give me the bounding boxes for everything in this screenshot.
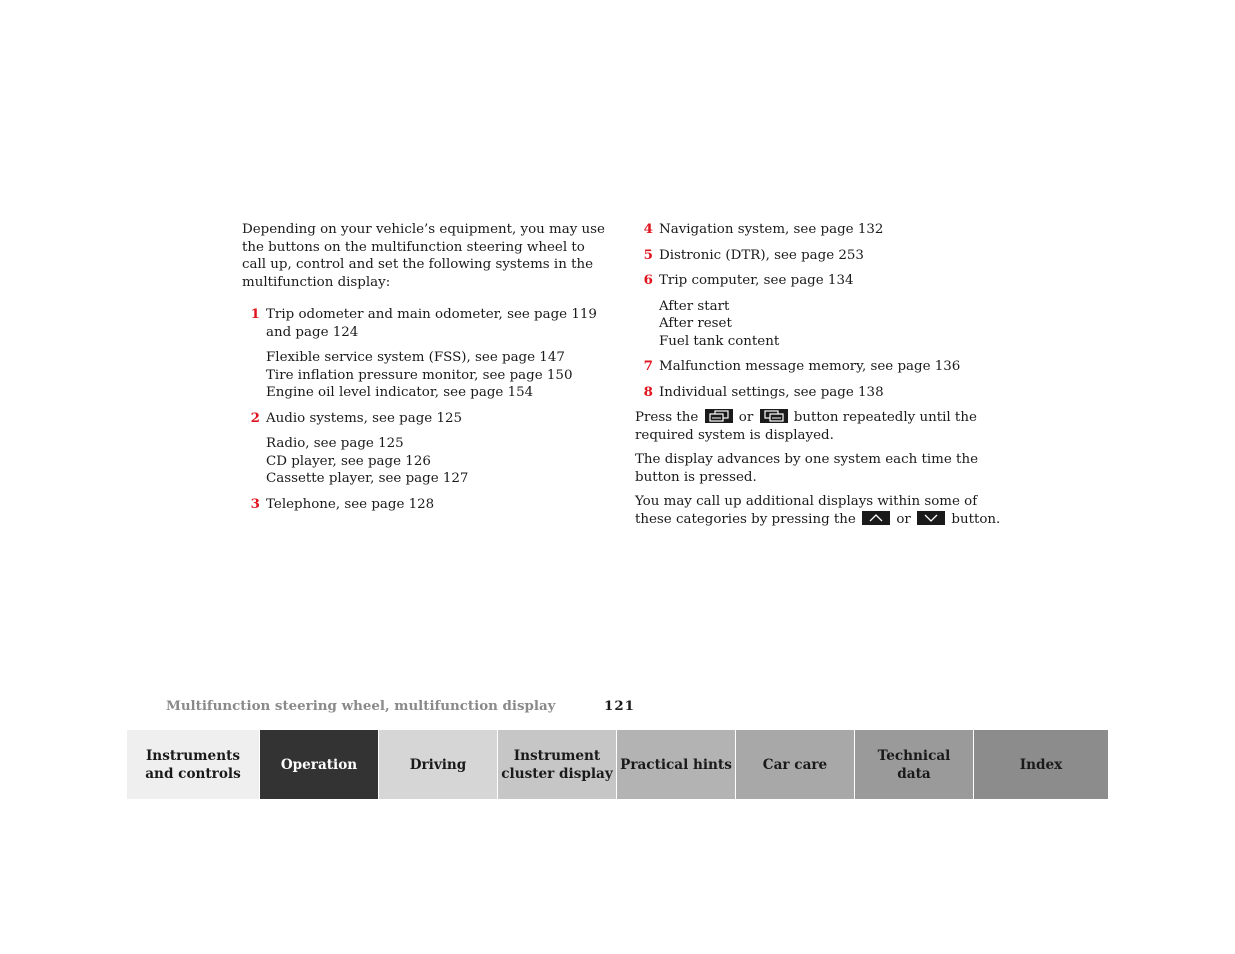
item-number: 3 <box>250 495 260 512</box>
list-item <box>635 247 1005 265</box>
item-number: 5 <box>643 246 653 263</box>
page-number: 121 <box>604 698 635 714</box>
item-text: Navigation system, see page 132 <box>659 222 884 237</box>
tab-label: Index <box>1019 756 1063 773</box>
tab-practical-hints[interactable] <box>616 730 735 799</box>
arrow-down-icon <box>917 511 945 525</box>
sub-item: After reset <box>659 316 732 331</box>
item-number: 4 <box>643 221 653 237</box>
item-number: 1 <box>250 306 260 322</box>
tab-label: Practical hints <box>620 756 732 773</box>
tab-label: Instrument cluster display <box>501 747 613 782</box>
tab-label: Instruments and controls <box>145 747 241 782</box>
press-text: Press the <box>635 410 699 425</box>
list-item <box>635 221 1005 239</box>
display-forward-icon <box>760 409 788 423</box>
sub-item: Tire inflation pressure monitor, see page 150 <box>266 367 573 383</box>
arrow-up-icon <box>862 511 890 525</box>
tab-instrument-cluster-display[interactable] <box>497 730 616 799</box>
tab-index[interactable] <box>973 730 1108 799</box>
sub-item: Flexible service system (FSS), see page 147 <box>266 350 565 365</box>
tab-operation[interactable] <box>259 730 378 799</box>
sub-list <box>242 349 612 402</box>
sub-item: Fuel tank content <box>659 333 780 349</box>
system-list-left <box>242 306 612 513</box>
additional-displays-paragraph <box>635 493 1005 528</box>
item-text: Audio systems, see page 125 <box>266 410 463 426</box>
footer-section-title: Multifunction steering wheel, multifunction display <box>166 698 556 714</box>
sub-item: After start <box>659 298 730 314</box>
additional-text: You may call up additional displays within some of these categories by pressing the <box>635 494 978 527</box>
tab-driving[interactable] <box>378 730 497 799</box>
list-item <box>242 410 612 428</box>
item-text: Trip computer, see page 134 <box>659 273 854 288</box>
item-number: 2 <box>250 409 260 426</box>
display-back-icon <box>705 409 733 423</box>
left-column <box>242 221 612 521</box>
item-number: 6 <box>643 272 653 288</box>
tab-label: Car care <box>762 756 828 773</box>
press-text-after: button repeatedly until the required system is displayed. <box>635 410 977 443</box>
sub-item: Engine oil level indicator, see page 154 <box>266 385 534 400</box>
item-text: Telephone, see page 128 <box>266 496 435 512</box>
tab-technical-data[interactable] <box>854 730 973 799</box>
tab-label: Driving <box>409 756 467 773</box>
sub-item: CD player, see page 126 <box>266 453 431 469</box>
additional-text-after: button. <box>951 511 1001 527</box>
list-item <box>242 306 612 341</box>
list-item <box>635 358 1005 376</box>
sub-list <box>242 435 612 488</box>
sub-list <box>635 298 1005 351</box>
press-button-paragraph <box>635 409 1005 444</box>
sub-item: Radio, see page 125 <box>266 436 404 451</box>
item-text: Individual settings, see page 138 <box>659 384 884 400</box>
item-number: 7 <box>643 358 653 374</box>
display-advances-paragraph: The display advances by one system each time the button is pressed. <box>635 452 978 485</box>
tab-label: Operation <box>280 756 358 773</box>
or-text: or <box>738 410 754 425</box>
tab-label: Technical data <box>877 747 951 782</box>
item-text: Distronic (DTR), see page 253 <box>659 247 864 263</box>
item-text: Trip odometer and main odometer, see page 119 and page 124 <box>266 307 597 340</box>
right-column <box>635 221 1005 535</box>
chapter-nav-bar <box>127 730 1108 799</box>
tab-instruments-and-controls[interactable] <box>127 730 259 799</box>
tab-car-care[interactable] <box>735 730 854 799</box>
intro-paragraph: Depending on your vehicle’s equipment, you may use the buttons on the multifunction steering wheel to call up, control and set the following systems in the multifunction display: <box>242 222 605 290</box>
list-item <box>635 384 1005 402</box>
item-text: Malfunction message memory, see page 136 <box>659 359 961 374</box>
list-item <box>635 272 1005 290</box>
or-text: or <box>896 511 911 527</box>
list-item <box>242 496 612 514</box>
sub-item: Cassette player, see page 127 <box>266 471 469 486</box>
item-number: 8 <box>643 383 653 400</box>
system-list-right <box>635 221 1005 401</box>
